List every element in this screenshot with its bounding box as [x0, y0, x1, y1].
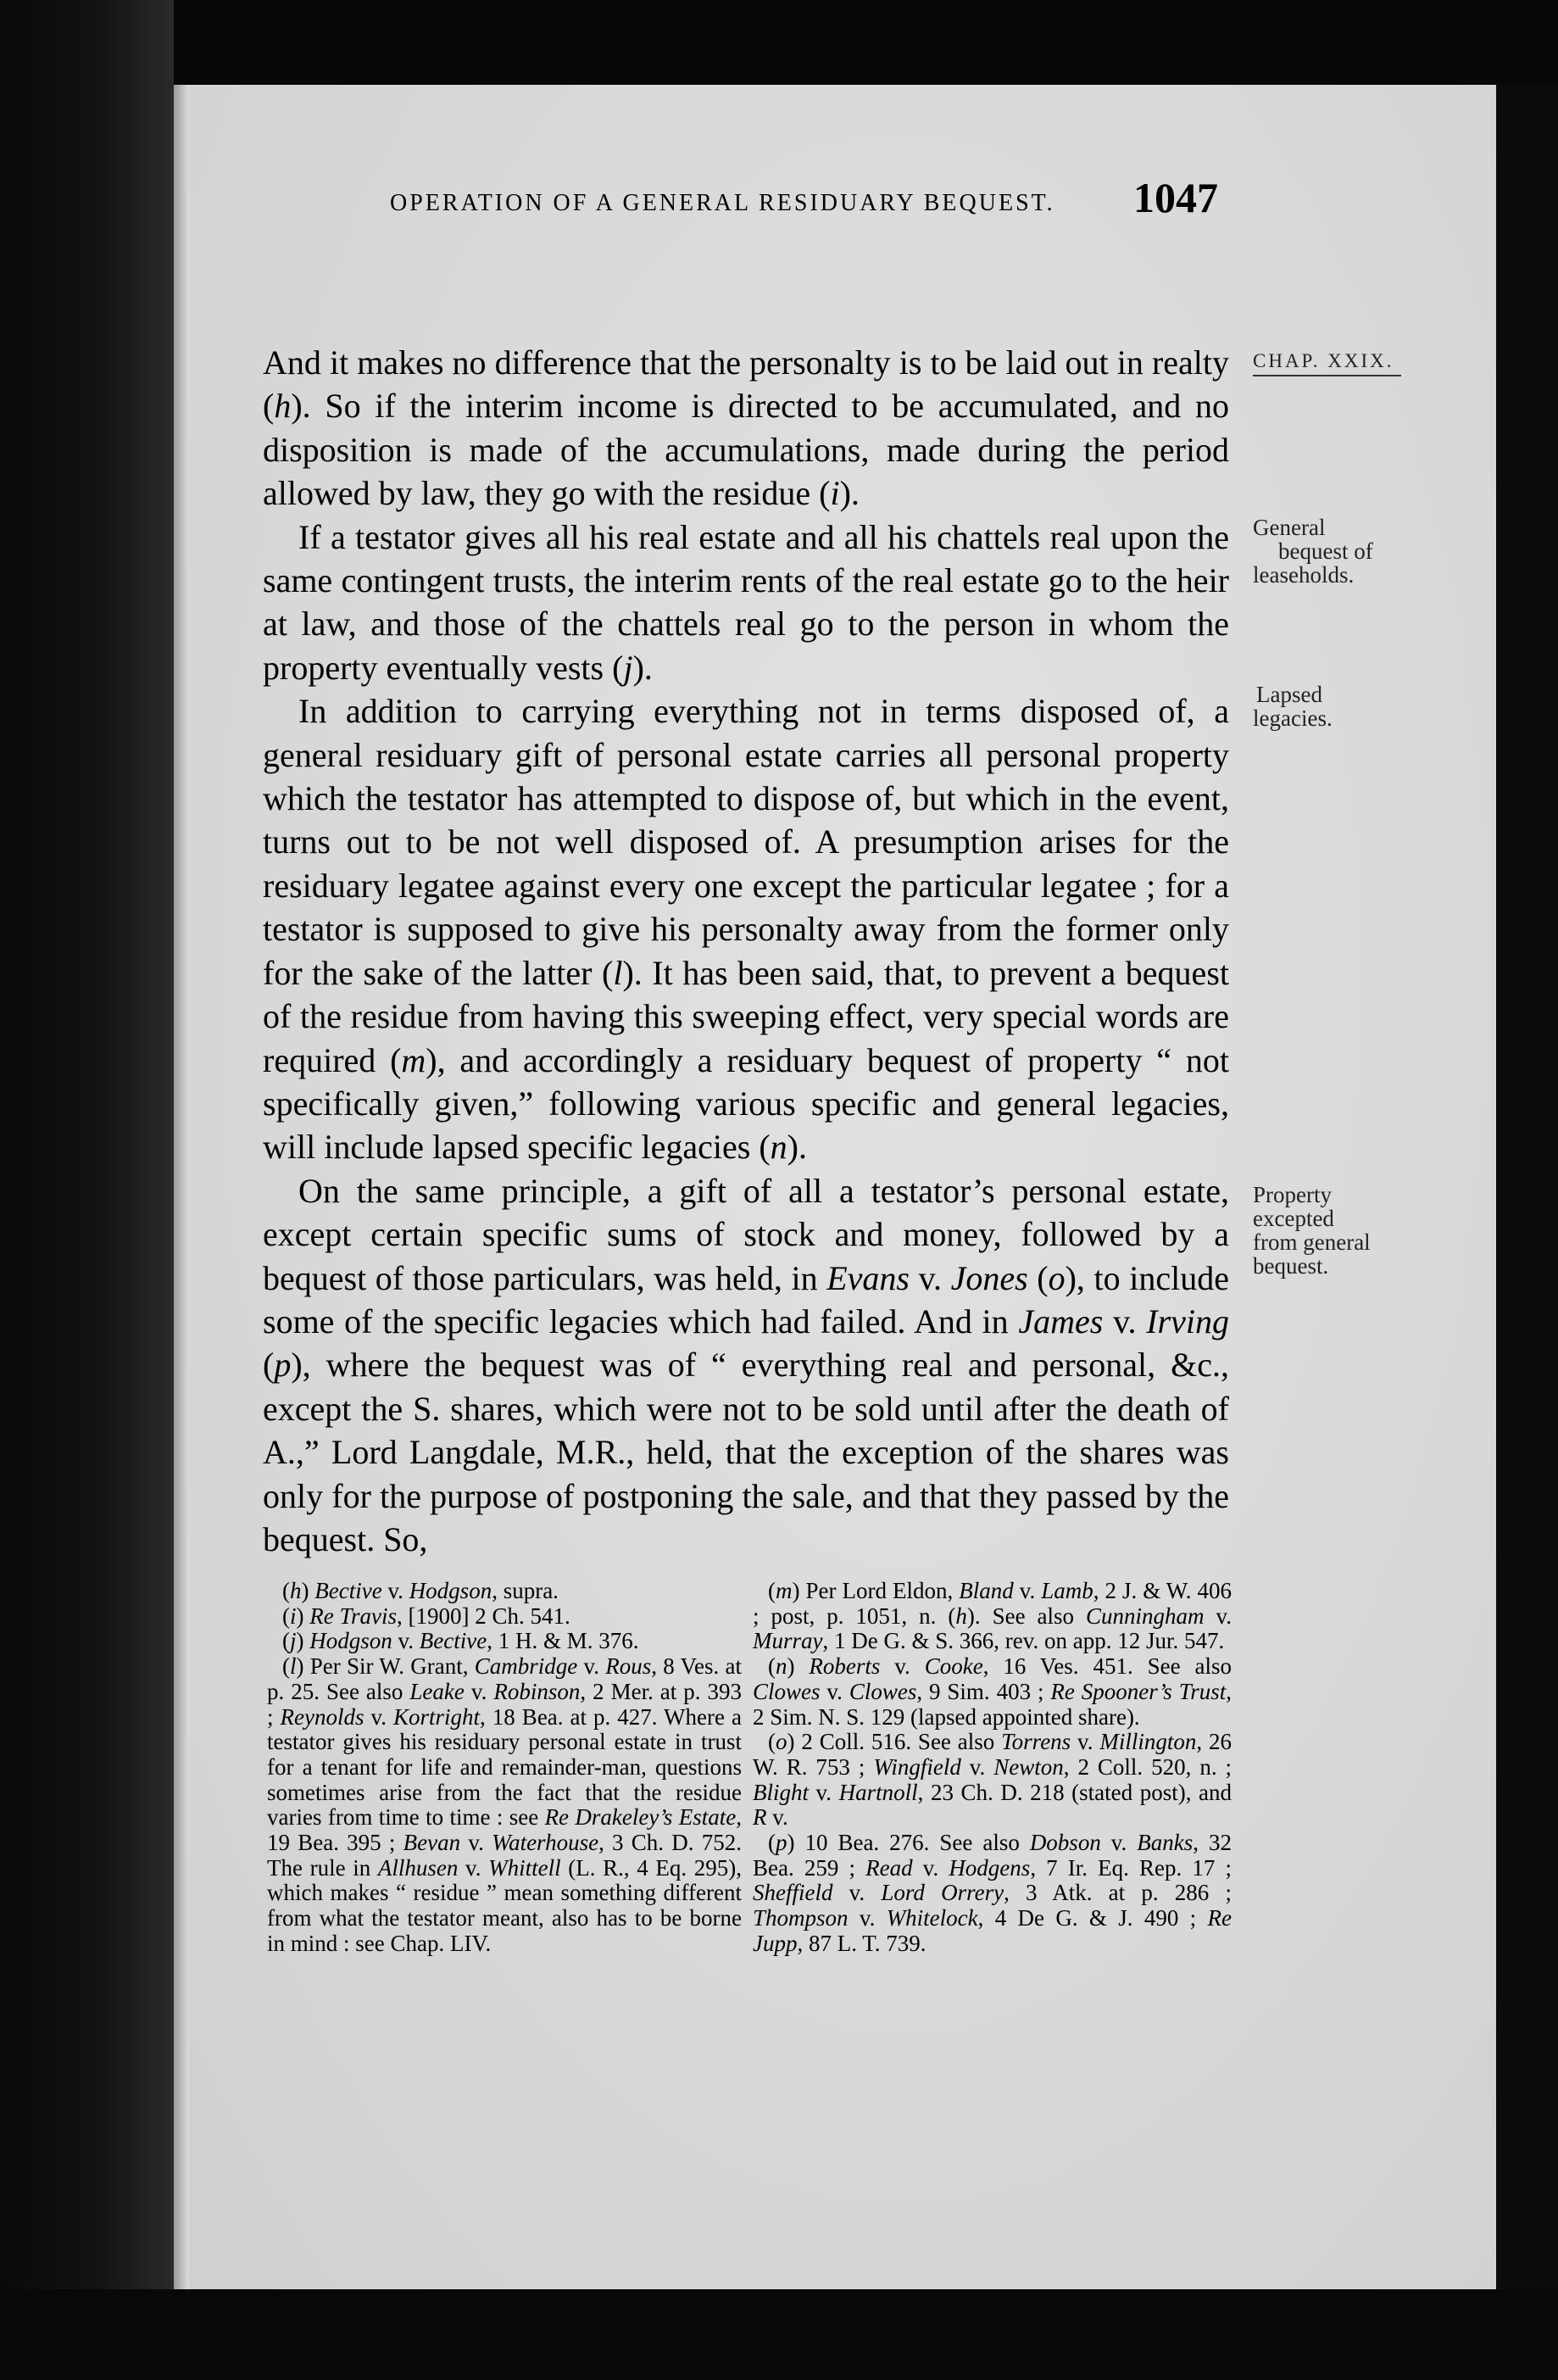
body-text [263, 341, 1229, 1561]
footnote-n: (n) Roberts v. Cooke, 16 Ves. 451. See also Clowes v. Clowes, 9 Sim. 403 ; Re Spooner’s Trust, 2 Sim. N. S. 129 (lapsed appointed share). [753, 1653, 1232, 1730]
margin-note-property-excepted [1253, 1183, 1371, 1278]
margin-note-lapsed-legacies [1253, 683, 1333, 730]
footnote-j: (j) Hodgson v. Bective, 1 H. & M. 376. [282, 1628, 639, 1654]
footnote-l: (l) Per Sir W. Grant, Cambridge v. Rous, 8 Ves. at p. 25. See also Leake v. Robinson, 2 Mer. at p. 393 ; Reynolds v. Kortright, 18 Bea. at p. 427. Where a testator gives his residuary personal estate in trust for a tenant for life and remainder-man, questions sometimes arise from the fact that the residue varies from time to time : see Re Drakeley’s Estate, 19 Bea. 395 ; Bevan v. Waterhouse, 3 Ch. D. 752. The rule in Allhusen v. Whittell (L. R., 4 Eq. 295), which makes “ residue ” mean something different from what the testator meant, also has to be borne in mind : see Chap. LIV. [267, 1653, 742, 1956]
margin-line: excepted [1253, 1206, 1334, 1231]
margin-line: bequest of [1278, 538, 1373, 564]
footnotes-right-column [753, 1579, 1232, 1957]
paragraph-3: In addition to carrying everything not in terms disposed of, a general residuary gift of personal estate carries all personal property which the testator has attempted to dispose of, but which in the event, turns out to be not well disposed of. A presumption arises for the residuary legatee against every one except the particular legatee ; for a testator is supposed to give his personalty away from the former only for the sake of the latter (l). It has been said, that, to prevent a bequest of the residue from having this sweeping effect, very special words are required (m), and accordingly a residuary bequest of property “ not specifically given,” following various specific and general legacies, will include lapsed specific legacies (n). [263, 692, 1229, 1167]
margin-line: leaseholds. [1253, 562, 1355, 588]
footnote-o: (o) 2 Coll. 516. See also Torrens v. Millington, 26 W. R. 753 ; Wingfield v. Newton, 2 Coll. 520, n. ; Blight v. Hartnoll, 23 Ch. D. 218 (stated post), and R v. [753, 1729, 1232, 1831]
paragraph-2: If a testator gives all his real estate and all his chattels real upon the same contingent trusts, the interim rents of the real estate go to the heir at law, and those of the chattels real go to the person in whom the property eventually vests (j). [263, 517, 1229, 687]
footnote-p: (p) 10 Bea. 276. See also Dobson v. Banks, 32 Bea. 259 ; Read v. Hodgens, 7 Ir. Eq. Rep. 17 ; Sheffield v. Lord Orrery, 3 Atk. at p. 286 ; Thompson v. Whitelock, 4 De G. & J. 490 ; Re Jupp, 87 L. T. 739. [753, 1830, 1232, 1956]
margin-line: Property [1253, 1182, 1332, 1207]
margin-line: legacies. [1253, 705, 1333, 731]
margin-line: from general [1253, 1229, 1371, 1255]
margin-chapter-label: CHAP. XXIX. [1253, 349, 1401, 376]
footnotes-left-column [267, 1579, 742, 1957]
scan-border-bottom [0, 2289, 1558, 2380]
margin-line: Lapsed [1256, 682, 1322, 707]
page-edge-shadow [174, 85, 189, 2289]
margin-line: bequest. [1253, 1253, 1329, 1279]
footnote-h: (h) Bective v. Hodgson, supra. [282, 1578, 559, 1603]
scan-border-top [0, 0, 1558, 85]
margin-line: General [1253, 515, 1326, 540]
scan-border-left [0, 0, 174, 2380]
paragraph-1: And it makes no difference that the personalty is to be laid out in realty (h). So if the interim income is directed to be accumulated, and no disposition is made of the accumulations, made during the period allowed by law, they go with the residue (i). [263, 343, 1229, 513]
paragraph-4: On the same principle, a gift of all a testator’s personal estate, except certain specific sums of stock and money, followed by a bequest of those particulars, was held, in Evans v. Jones (o), to include some of the specific legacies which had failed. And in James v. Irving (p), where the bequest was of “ everything real and personal, &c., except the S. shares, which were not to be sold until after the death of A.,” Lord Langdale, M.R., held, that the exception of the shares was only for the purpose of postponing the sale, and that they passed by the bequest. So, [263, 1171, 1229, 1558]
margin-note-general-bequest [1253, 516, 1373, 587]
footnote-m: (m) Per Lord Eldon, Bland v. Lamb, 2 J. & W. 406 ; post, p. 1051, n. (h). See also Cunningham v. Murray, 1 De G. & S. 366, rev. on app. 12 Jur. 547. [753, 1578, 1232, 1654]
footnote-i: (i) Re Travis, [1900] 2 Ch. 541. [282, 1602, 570, 1629]
page-number: 1047 [1133, 174, 1218, 221]
running-head: OPERATION OF A GENERAL RESIDUARY BEQUEST. [390, 190, 1055, 216]
